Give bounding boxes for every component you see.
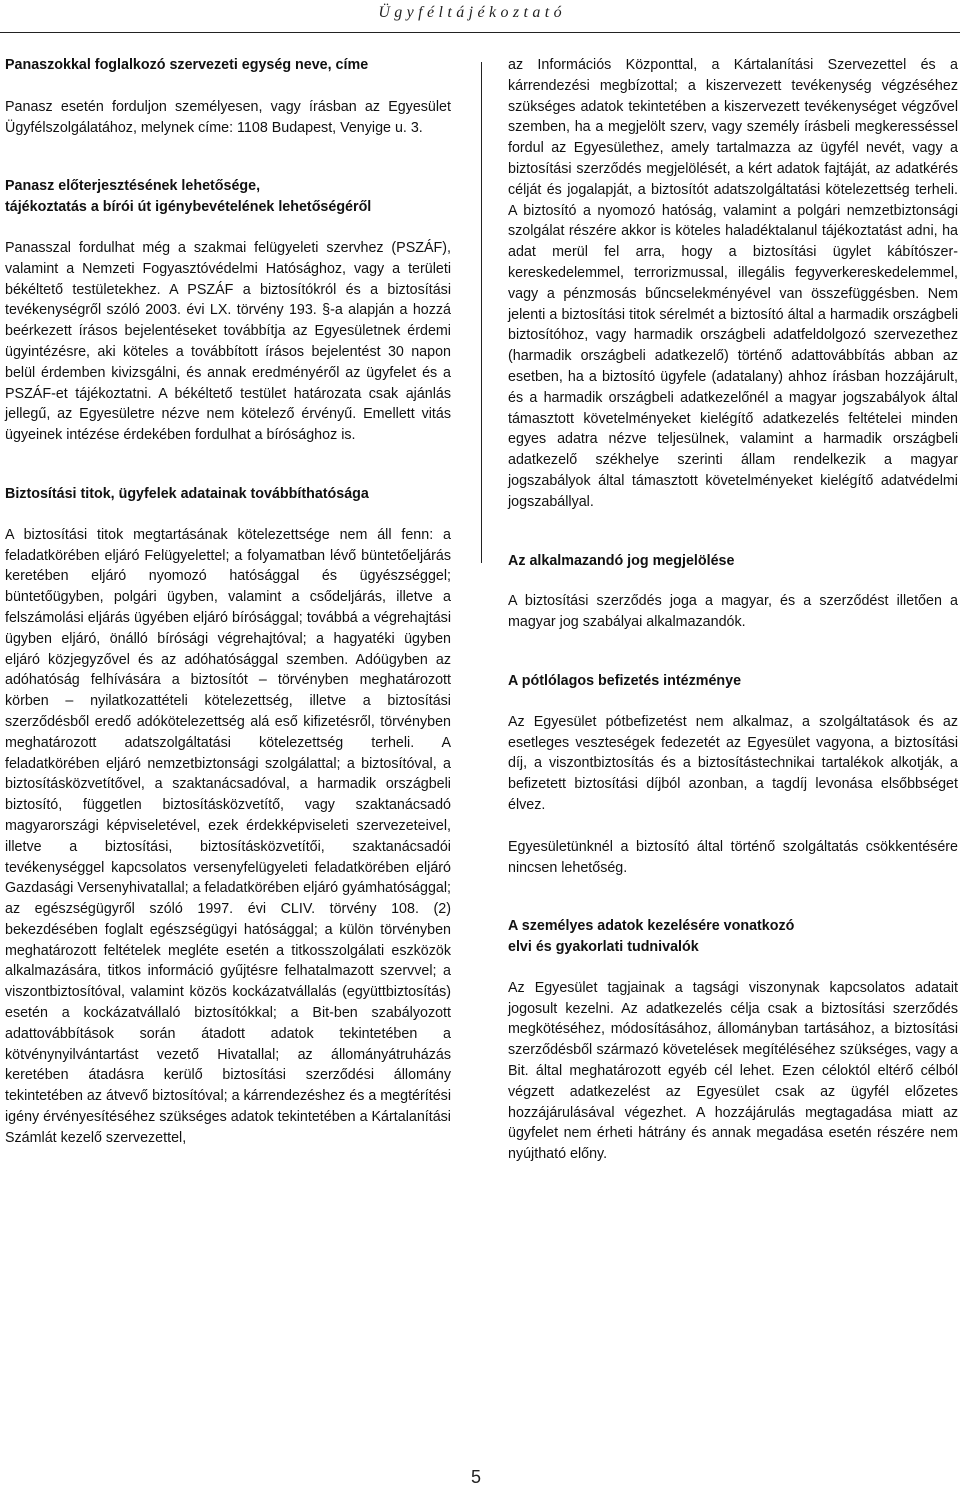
complaint-options-heading: Panasz előterjesztésének lehetősége, tájékoztatás a bírói út igénybevételének lehetőségéről (5, 178, 372, 216)
insurance-secrecy-heading: Biztosítási titok, ügyfelek adatainak továbbíthatósága (5, 485, 369, 502)
personal-data-heading: A személyes adatok kezelésére vonatkozó elvi és gyakorlati tudnivalók (508, 918, 795, 956)
additional-payment-text: Az Egyesület pótbefizetést nem alkalmaz, a szolgáltatások és az esetleges veszteségek fedezetét az Egyesület vagyona, a biztosítási díj, a viszontbiztosítás és a biztosítástechnikai tartalékok alkotják, a befizetett biztosítási díjból azonban, a tagdíj levonása elsőbbséget élvez. (508, 713, 958, 813)
additional-payment-heading: A pótlólagos befizetés intézménye (508, 672, 742, 689)
complaint-options-text: Panasszal fordulhat még a szakmai felügyeleti szervhez (PSZÁF), valamint a Nemzeti Fogyasztóvédelmi Hatósághoz, vagy a területi békéltető testületekhez. A PSZÁF a biztosítókról és a biztosítási tevékenységről szóló 2003. évi LX. törvény 193. §-a alapján a hozzá beérkezett írásos bejelentéseket továbbítja az Egyesületnek érdemi ügyintézésre, aki köteles a továbbított írásos bejelentést 30 napon belül érdemben kivizsgálni, és annak eredményéről az ügyfelet és a PSZÁF-et tájékoztatni. A békéltető testület határozata csak ajánlás jellegű, az Egyesületre nézve nem kötelező érvényű. Emellett vitás ügyeinek intézése érdekében fordulhat a bírósághoz is. (5, 239, 451, 444)
page-header (0, 0, 960, 33)
complaints-unit-text: Panasz esetén forduljon személyesen, vagy írásban az Egyesület Ügyfélszolgálatához, melynek címe: 1108 Budapest, Venyige u. 3. (5, 98, 451, 136)
header-rule (0, 32, 960, 33)
applicable-law-text: A biztosítási szerződés joga a magyar, és a szerződést illetően a magyar jog szabályai alkalmazandók. (508, 593, 958, 631)
right-column (508, 55, 958, 1165)
page-number: 5 (471, 1467, 482, 1487)
applicable-law-heading: Az alkalmazandó jog megjelölése (508, 552, 735, 569)
insurance-secrecy-text: A biztosítási titok megtartásának kötelezettsége nem áll fenn: a feladatkörében eljáró Felügyelettel; a folyamatban lévő büntetőeljárás keretében eljáró nyomozó hatósággal és ügyészséggel; büntetőügyben, polgári ügyben, valamint a csődeljárás, illetve a felszámolási eljárás ügyében eljáró bírósággal; továbbá a végrehajtási ügyben eljáró, önálló bírósági végrehajtóval; a hagyatéki ügyben eljáró közjegyzővel és az adóhatósággal szemben. Adóügyben az adóhatóság felhívására a biztosítót – törvényben meghatározott körben – nyilatkozattételi kötelezettség, illetve a biztosítási szerződésből eredő adókötelezettség alá eső kifizetésről, törvényben meghatározott adatszolgáltatási kötelezettség terheli. A feladatkörében eljáró nemzetbiztonsági szolgálattal; a biztosítóval, a biztosításközvetítővel, a szaktanácsadóval, a harmadik országbeli biztosító, független biztosításközvetítő, vagy szaktanácsadó magyarországi képviseletével, ezek érdekképviseleti szervezeteivel, illetve a biztosítási, biztosításközvetítői, szaktanácsadói tevékenységgel kapcsolatos versenyfelügyeleti feladatkörében eljáró Gazdasági Versenyhivatallal; a feladatkörében eljáró gyámhatósággal; az egészségügyről szóló 1997. évi CLIV. törvény 108. (2) bekezdésében foglalt egészségügyi hatósággal; a külön törvényben meghatározott feltételek megléte esetén a titkosszolgálati eszközök alkalmazására, titkos információ gyűjtésre felhatalmazott szervvel; a viszontbiztosítóval, valamint közös kockázatvállalás (együttbiztosítás) esetén a kockázatvállaló biztosítókkal; a Bit-ben szabályozott adattovábbítások során átadott adatok tekintetében a kötvénynyilvántartást vezető Hivatallal; az állományátruházás keretében átadásra kerülő biztosítási szerződési állomány tekintetében az átvevő biztosítóval; a kárrendezéshez és a megtérítési igény érvényesítéséhez szükséges adatok tekintetében a Kártalanítási Számlát kezelő szervezettel, (5, 526, 451, 1146)
service-reduction-text: Egyesületünknél a biztosító által történő szolgáltatás csökkentésére nincsen lehetőség. (508, 838, 958, 876)
complaints-unit-heading: Panaszokkal foglalkozó szervezeti egység neve, címe (5, 57, 369, 73)
personal-data-text: Az Egyesület tagjainak a tagsági viszonynak kapcsolatos adatait jogosult kezelni. Az adatkezelés célja csak a biztosítási szerződés megkötéséhez, módosításához, állományban tartásához, a biztosítási szerződésből származó követelések megítéléséhez szükséges, vagy a Bit. által meghatározott egyéb cél lehet. Ezen céloktól eltérő célból végzett adatkezelést az Egyesület csak az ügyfél előzetes hozzájárulásával végezhet. A hozzájárulás megtagadása miatt az ügyfelet nem érheti hátrány és annak megadása esetén részére nem nyújtható előny. (508, 979, 958, 1163)
column-divider (481, 62, 482, 563)
secrecy-continued-text: az Információs Központtal, a Kártalanítási Szervezettel és a kárrendezési megbízottal; a kiszervezett tevékenység végzéséhez szükséges adatok tekintetében a kiszervezett tevékenységet végzővel szemben, ha a megjelölt szerv, vagy személy írásbeli megkeresséssel fordul az Egyesülethez, amely tartalmazza az ügyfél nevét, vagy a biztosítási szerződés megjelölését, a kért adatok fajtáját, az adatkérés célját és jogalapját, a biztosítót adatszolgáltatási kötelezettség terheli. A biztosító a nyomozó hatóság, valamint a polgári nemzetbiztonsági szolgálat részére akkor is köteles haladéktalanul tájékoztatást adni, ha adat merül fel arra, hogy a biztosítási ügylet kábítószer-kereskedelemmel, terrorizmussal, illegális fegyverkereskedelemmel, vagy a pénzmosás bűncselekményével van összefüggésben. Nem jelenti a biztosítási titok sérelmét a biztosító által a harmadik országbeli biztosítóhoz, vagy harmadik országbeli adatfeldolgozó szervezethez (harmadik országbeli adatkezelő) történő adattovábbítás abban az esetben, ha a biztosító ügyfele (adatalany) ahhoz írásban hozzájárult, és a harmadik országbeli adatkezelőnél a magyar jogszabályok által támasztott követelményeket kielégítő adatkezelés feltételei minden egyes adatra nézve teljesülnek, valamint a harmadik országbeli adatkezelő székhelye szerinti állam rendelkezik a magyar jogszabályok által támasztott követelményeket kielégítő adatvédelmi jogszabállyal. (508, 57, 958, 510)
header-title: Ügyféltájékoztató (378, 4, 566, 21)
left-column (5, 55, 451, 1149)
